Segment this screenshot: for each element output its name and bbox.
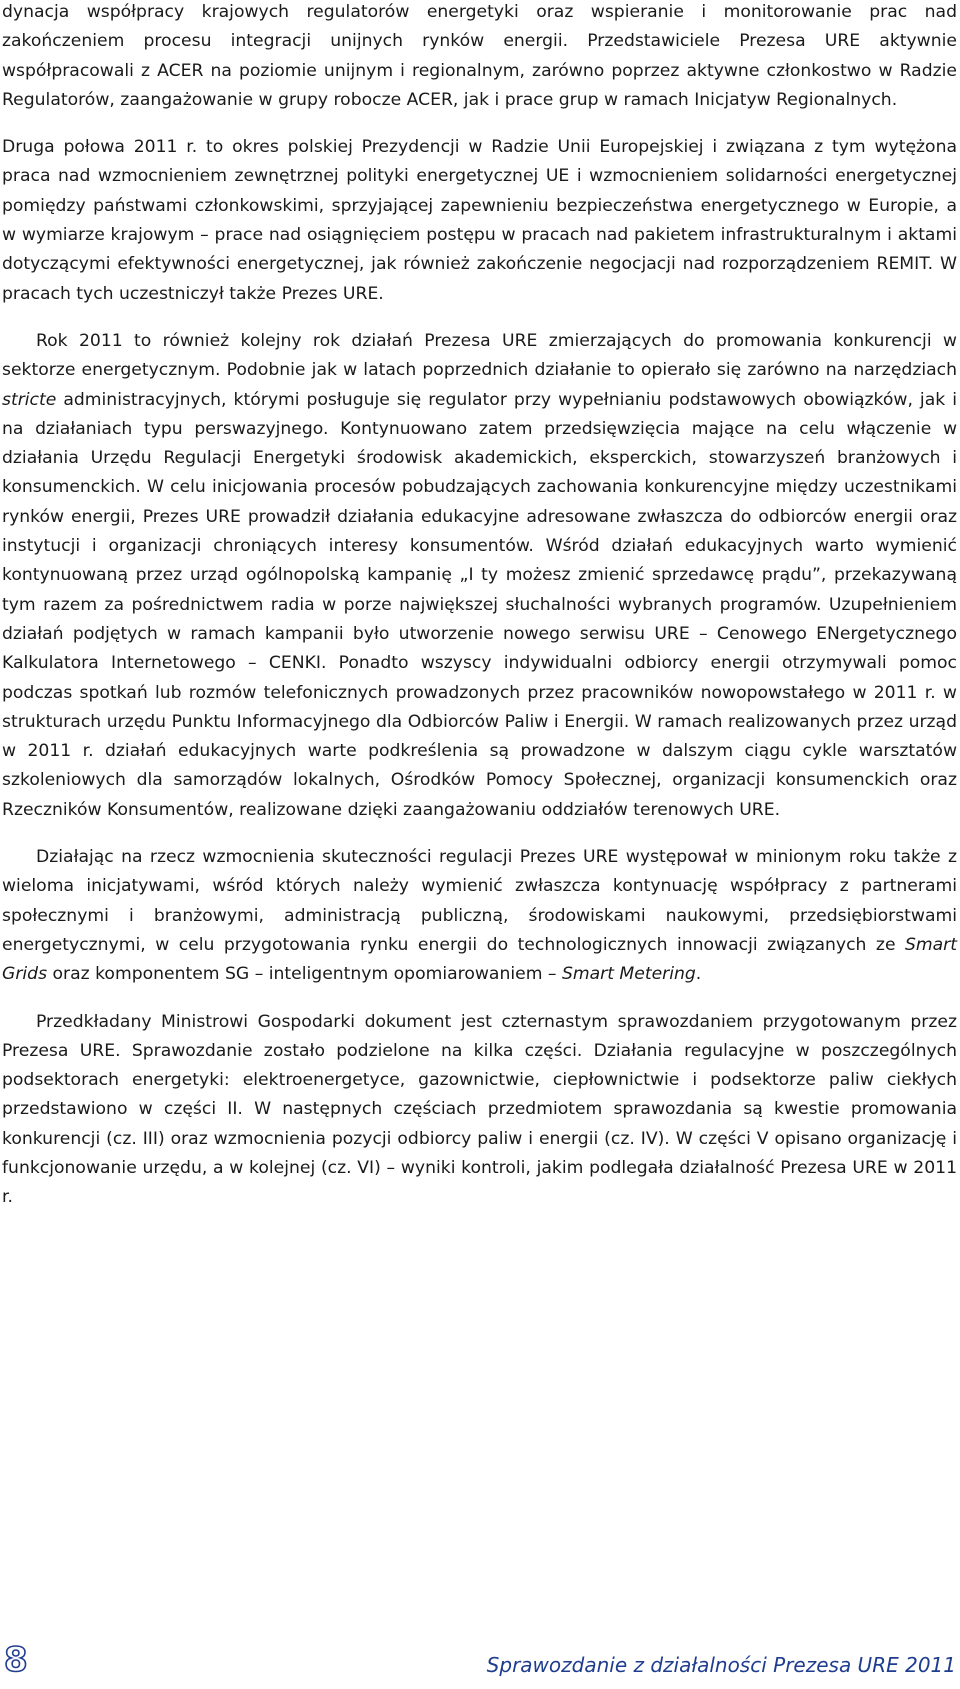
text-run: Rok 2011 to również kolejny rok działań Prezesa URE zmierzających do promowania konkurencji w sektorze energetycznym. Podobnie jak w latach poprzednich działanie to opierało się zarówno na narzędziach (2, 330, 957, 381)
text-run: oraz komponentem SG – inteligentnym opomiarowaniem – (47, 964, 562, 985)
text-run: Druga połowa 2011 r. to okres polskiej Prezydencji w Radzie Unii Europejskiej i związana z tym wytężona praca nad wzmocnieniem zewnętrznej polityki energetycznej UE i wzmocnieniem solidarności energetycznej pomiędzy państwami członkowskimi, sprzyjającej zapewnieniu bezpieczeństwa energetycznego w Europie, a w wymiarze krajowym – prace nad osiągnięciem postępu w pracach nad pakietem infrastrukturalnym i aktami dotyczącymi efektywności energetycznej, jak również zakończenie negocjacji nad rozporządzeniem REMIT. W pracach tych uczestniczył także Prezes URE. (2, 137, 957, 304)
paragraph-presidency (2, 133, 957, 309)
text-run: . (695, 964, 702, 985)
italic-term: Smart Grids (2, 934, 957, 985)
text-run: dynacja współpracy krajowych regulatorów energetyki oraz wspieranie i monitorowanie prac nad zakończeniem procesu integracji unijnych rynków energii. Przedstawiciele Prezesa URE aktywnie współpracowali z ACER na poziomie unijnym i regionalnym, zarówno poprzez aktywne członkostwo w Radzie Regulatorów, zaangażowanie w grupy robocze ACER, jak i prace grup w ramach Inicjatyw Regionalnych. (2, 2, 957, 110)
paragraph-competition (2, 327, 957, 825)
page-number: 8 (4, 1640, 28, 1680)
italic-term: stricte (2, 389, 57, 410)
italic-term: Smart Metering (561, 964, 696, 985)
paragraph-report-structure (2, 1008, 957, 1213)
text-run: administracyjnych, którymi posługuje się regulator przy wypełnianiu podstawowych obowiązków, jak i na działaniach typu perswazyjnego. Kontynuowano zatem przedsięwzięcia mające na celu włączenie w działania Urzędu Regulacji Energetyki środowisk akademickich, eksperckich, stowarzyszeń branżowych i konsumenckich. W celu inicjowania procesów pobudzających zachowania konkurencyjne między uczestnikami rynków energii, Prezes URE prowadził działania edukacyjne adresowane zwłaszcza do odbiorców energii oraz instytucji i organizacji chroniących interesy konsumentów. Wśród działań edukacyjnych warto wymienić kontynuowaną przez urząd ogólnopolską kampanię „I ty możesz zmienić sprzedawcę prądu”, przekazywaną tym razem za pośrednictwem radia w porze największej słuchalności wybranych programów. Uzupełnieniem działań podjętych w ramach kampanii było utworzenie nowego serwisu URE – Cenowego ENergetycznego Kalkulatora Internetowego – CENKI. Ponadto wszyscy indywidualni odbiorcy energii otrzymywali pomoc podczas spotkań lub rozmów telefonicznych prowadzonych przez pracowników nowopowstałego w 2011 r. w strukturach urzędu Punktu Informacyjnego dla Odbiorców Paliw i Energii. W ramach realizowanych przez urząd w 2011 r. działań edukacyjnych warte podkreślenia są prowadzone w dalszym ciągu cykle warsztatów szkoleniowych dla samorządów lokalnych, Ośrodków Pomocy Społecznej, organizacji konsumenckich oraz Rzeczników Konsumentów, realizowane dzięki zaangażowaniu oddziałów terenowych URE. (2, 389, 957, 820)
paragraph-cooperation (2, 0, 957, 115)
text-run: Działając na rzecz wzmocnienia skuteczności regulacji Prezes URE występował w minionym roku także z wieloma inicjatywami, wśród których należy wymienić zwłaszcza kontynuację współpracy z partnerami społecznymi i branżowymi, administracją publiczną, środowiskami naukowymi, przedsiębiorstwami energetycznymi, w celu przygotowania rynku energii do technologicznych innowacji związanych ze (2, 847, 957, 955)
paragraph-smart-grids (2, 843, 957, 989)
report-title: Sprawozdanie z działalności Prezesa URE 2011 (486, 1653, 956, 1677)
page-footer (0, 1640, 960, 1689)
text-run: Przedkładany Ministrowi Gospodarki dokument jest czternastym sprawozdaniem przygotowanym przez Prezesa URE. Sprawozdanie zostało podzielone na kilka części. Działania regulacyjne w poszczególnych podsektorach energetyki: elektroenergetyce, gazownictwie, ciepłownictwie i podsektorze paliw ciekłych przedstawiono w części II. W następnych częściach przedmiotem sprawozdania są kwestie promowania konkurencji (cz. III) oraz wzmocnienia pozycji odbiorcy paliw i energii (cz. IV). W części V opisano organizację i funkcjonowanie urzędu, a w kolejnej (cz. VI) – wyniki kontroli, jakim podlegała działalność Prezesa URE w 2011 r. (2, 1011, 957, 1208)
